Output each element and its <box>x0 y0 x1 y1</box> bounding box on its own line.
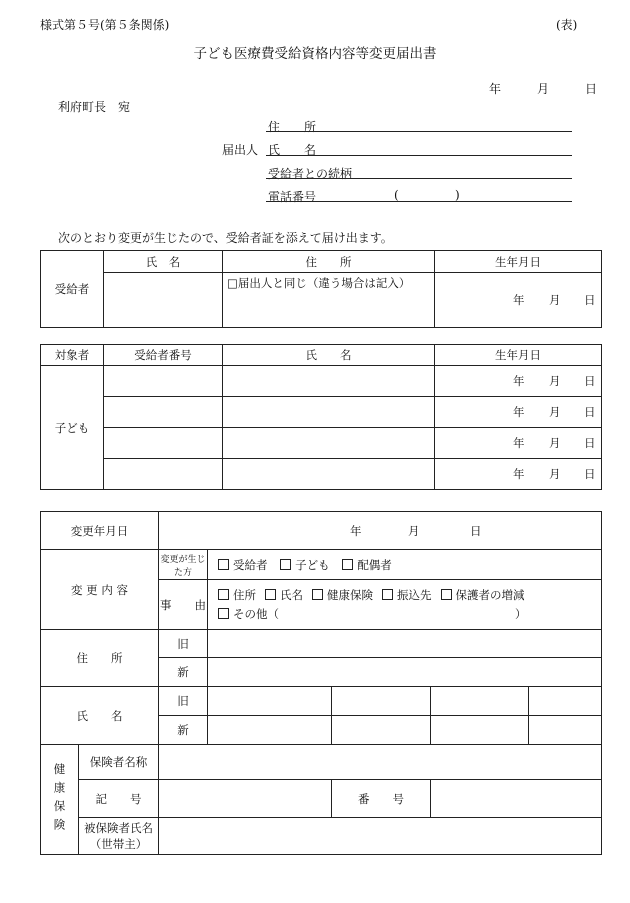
form-number: 様式第５号(第５条関係) <box>40 18 170 32</box>
recipient-col-name: 氏 名 <box>104 251 223 273</box>
child-birth-cell[interactable] <box>435 366 602 397</box>
new-name-field[interactable] <box>208 716 332 745</box>
insured-name-field[interactable] <box>159 818 602 855</box>
child-name-cell[interactable] <box>223 428 435 459</box>
checkbox-icon <box>280 559 291 570</box>
phone-paren-close: ) <box>455 188 460 202</box>
child-birth-year: 年 <box>513 467 525 481</box>
old-label: 旧 <box>159 630 208 658</box>
new-name-field[interactable] <box>529 716 602 745</box>
who-option-recipient[interactable]: 受給者 <box>218 557 268 573</box>
insurance-section-label: 健康保険 <box>41 745 79 855</box>
child-birth-day: 日 <box>584 405 596 419</box>
birth-month: 月 <box>549 293 561 307</box>
checkbox-icon <box>218 608 229 619</box>
child-birth-day: 日 <box>584 374 596 388</box>
old-name-field[interactable] <box>332 687 431 716</box>
applicant-address-label: 住 所 <box>268 120 317 134</box>
checkbox-icon <box>312 589 323 600</box>
address-change-label: 住 所 <box>41 630 159 687</box>
insured-name-label: 被保険者氏名 （世帯主） <box>79 818 159 855</box>
recipient-address-cell[interactable] <box>223 273 435 328</box>
side-label: (表) <box>556 18 578 32</box>
who-changed-label: 変更が生じた方 <box>159 550 208 580</box>
applicant-name-field[interactable] <box>266 155 572 156</box>
child-birth-day: 日 <box>584 467 596 481</box>
birth-year: 年 <box>513 293 525 307</box>
reason-option-other[interactable]: その他（ <box>218 607 279 621</box>
recipient-name-cell[interactable] <box>104 273 223 328</box>
child-birth-day: 日 <box>584 436 596 450</box>
date-month[interactable]: 月 <box>537 82 550 96</box>
change-day: 日 <box>470 523 482 538</box>
applicant-relation-label: 受給者との続柄 <box>268 167 353 181</box>
old-name-field[interactable] <box>529 687 602 716</box>
child-birth-year: 年 <box>513 374 525 388</box>
checkbox-icon <box>265 589 276 600</box>
recipient-col-address: 住 所 <box>223 251 435 273</box>
children-col-birth: 生年月日 <box>435 345 602 366</box>
birth-day: 日 <box>584 293 596 307</box>
child-name-cell[interactable] <box>223 459 435 490</box>
child-birth-month: 月 <box>549 467 561 481</box>
old-address-field[interactable] <box>208 630 602 658</box>
child-name-cell[interactable] <box>223 366 435 397</box>
children-col-number: 受給者番号 <box>104 345 223 366</box>
child-birth-cell[interactable] <box>435 459 602 490</box>
old-label: 旧 <box>159 687 208 716</box>
child-birth-cell[interactable] <box>435 428 602 459</box>
number-label: 番 号 <box>332 780 431 818</box>
old-name-field[interactable] <box>208 687 332 716</box>
change-date-label: 変更年月日 <box>41 512 159 550</box>
recipient-row-label: 受給者 <box>41 251 104 328</box>
name-change-label: 氏 名 <box>41 687 159 745</box>
date-day[interactable]: 日 <box>585 82 598 96</box>
child-birth-month: 月 <box>549 405 561 419</box>
applicant-phone-field[interactable] <box>266 201 572 202</box>
children-col-target: 対象者 <box>41 345 104 366</box>
child-number-cell[interactable] <box>104 397 223 428</box>
reason-option-insurance[interactable]: 健康保険 <box>312 586 373 605</box>
reason-label: 事 由 <box>159 580 208 630</box>
who-option-spouse[interactable]: 配偶者 <box>342 557 392 573</box>
recipient-birth-cell[interactable] <box>435 273 602 328</box>
new-label: 新 <box>159 716 208 745</box>
who-changed-options <box>208 550 602 580</box>
change-table <box>40 511 602 855</box>
applicant-name-label: 氏 名 <box>268 143 317 157</box>
applicant-label: 届出人 <box>222 143 259 157</box>
child-birth-year: 年 <box>513 436 525 450</box>
symbol-field[interactable] <box>159 780 332 818</box>
applicant-address-field[interactable] <box>266 131 572 132</box>
recipient-col-birth: 生年月日 <box>435 251 602 273</box>
checkbox-icon <box>441 589 452 600</box>
insurer-name-label: 保険者名称 <box>79 745 159 780</box>
change-month: 月 <box>408 523 420 538</box>
old-name-field[interactable] <box>431 687 529 716</box>
who-option-child[interactable]: 子ども <box>280 557 330 573</box>
new-address-field[interactable] <box>208 658 602 687</box>
checkbox-icon <box>218 589 229 600</box>
child-birth-cell[interactable] <box>435 397 602 428</box>
same-as-applicant-checkbox[interactable]: □届出人と同じ（違う場合は記入） <box>227 276 411 290</box>
page-title: 子ども医療費受給資格内容等変更届出書 <box>193 46 437 62</box>
checkbox-icon <box>218 559 229 570</box>
children-row-label: 子ども <box>41 366 104 490</box>
phone-paren-open: ( <box>394 188 399 202</box>
change-content-label: 変 更 内 容 <box>41 550 159 630</box>
reason-options <box>208 580 602 630</box>
addressee: 利府町長 宛 <box>58 100 131 114</box>
intro-text: 次のとおり変更が生じたので、受給者証を添えて届け出ます。 <box>58 231 393 245</box>
change-year: 年 <box>350 523 362 538</box>
insurer-name-field[interactable] <box>159 745 602 780</box>
child-birth-month: 月 <box>549 436 561 450</box>
child-birth-year: 年 <box>513 405 525 419</box>
symbol-label: 記 号 <box>79 780 159 818</box>
reason-option-transfer[interactable]: 振込先 <box>382 586 432 605</box>
checkbox-icon <box>342 559 353 570</box>
reason-option-guardian[interactable]: 保護者の増減 <box>441 586 525 605</box>
change-date-cell[interactable] <box>159 512 602 550</box>
child-number-cell[interactable] <box>104 428 223 459</box>
number-field[interactable] <box>431 780 602 818</box>
checkbox-icon <box>382 589 393 600</box>
child-number-cell[interactable] <box>104 366 223 397</box>
reason-option-address[interactable]: 住所 <box>218 586 256 605</box>
reason-option-name[interactable]: 氏名 <box>265 586 303 605</box>
applicant-relation-field[interactable] <box>266 178 572 179</box>
date-year[interactable]: 年 <box>489 82 502 96</box>
new-label: 新 <box>159 658 208 687</box>
other-close-paren: ） <box>515 606 527 621</box>
child-number-cell[interactable] <box>104 459 223 490</box>
recipient-table <box>40 250 602 328</box>
applicant-phone-label: 電話番号 <box>268 190 317 204</box>
new-name-field[interactable] <box>431 716 529 745</box>
child-name-cell[interactable] <box>223 397 435 428</box>
children-col-name: 氏 名 <box>223 345 435 366</box>
child-birth-month: 月 <box>549 374 561 388</box>
children-table <box>40 344 602 490</box>
new-name-field[interactable] <box>332 716 431 745</box>
